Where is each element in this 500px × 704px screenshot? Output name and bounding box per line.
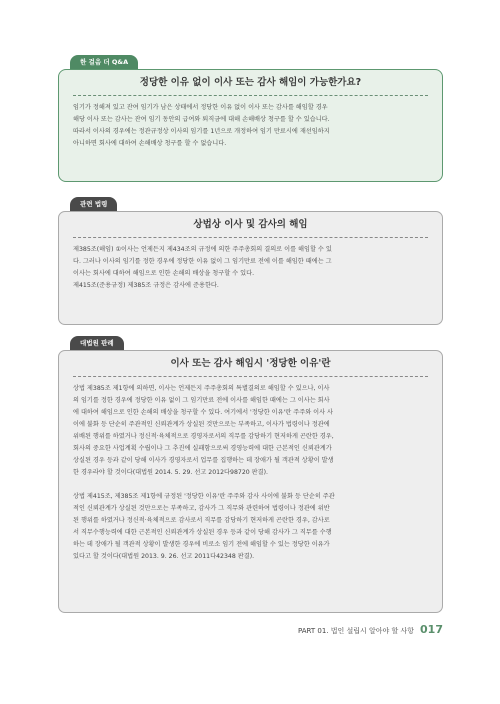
qa-line: 임기가 정해져 있고 잔여 임기가 남은 상태에서 정당한 이유 없이 이사 또는 감사를 해임할 경우 — [73, 104, 328, 111]
case-body — [59, 377, 442, 563]
case-line: 서 직무수행능력에 대한 근본적인 신뢰관계가 상실된 경우 등과 같이 당해 감사가 그 직무를 수행 — [73, 529, 332, 536]
qa-line: 따라서 이사의 경우에는 정관규정상 이사의 임기를 1년으로 개정하여 임기 만료시에 재선임하지 — [73, 128, 330, 135]
law-line: 제415조(준용규정) 제385조 규정은 감사에 준용한다. — [73, 282, 219, 289]
case-line: 상법 제385조 제1항에 의하면, 이사는 언제든지 주주총회의 특별결의로 해임할 수 있으나, 이사 — [73, 385, 330, 392]
case-line: 의 임기를 정한 경우에 정당한 이유 없이 그 임기만료 전에 이사를 해임한 때에는 그 이사는 회사 — [73, 397, 330, 404]
qa-box — [58, 69, 443, 182]
qa-line: 해당 이사 또는 감사는 잔여 임기 동안의 급여와 퇴직금에 대해 손해배상 청구를 할 수 있습니다. — [73, 116, 330, 123]
case-line: 이에 불화 등 단순히 주관적인 신뢰관계가 상실된 것만으로는 부족하고, 이사가 법령이나 정관에 — [73, 421, 330, 428]
footer-text: PART 01. 법인 설립시 알아야 할 사항 — [297, 627, 415, 635]
case-line: 상법 제415조, 제385조 제1항에 규정된 '정당한 이유'란 주주와 감사 사이에 불화 등 단순히 주관 — [73, 493, 335, 500]
case-line: 있다고 할 것이다(대법원 2013. 9. 26. 선고 2011다42348 판결). — [73, 553, 255, 560]
case-line: 된 행위를 하였거나 정신적·육체적으로 감사로서 직무를 감당하기 현저하게 곤란한 경우, 감사로 — [73, 517, 330, 524]
page-number: 017 — [420, 623, 443, 636]
page-footer — [298, 623, 443, 636]
case-line: 위배된 행위를 하였거나 정신적·육체적으로 경영자로서의 직무를 감당하기 현저하게 곤란한 경우, — [73, 433, 334, 440]
case-line: 한 경우라야 할 것이다(대법원 2014. 5. 29. 선고 2012다98720 판결). — [73, 469, 268, 476]
law-line: 제385조(해임) ①이사는 언제든지 제434조의 규정에 의한 주주총회의 결의로 이를 해임할 수 있 — [73, 246, 332, 253]
qa-title: 정당한 이유 없이 이사 또는 감사 해임이 가능한가요? — [73, 70, 428, 96]
law-body — [59, 238, 442, 292]
qa-line: 아니하면 회사에 대하여 손해배상 청구를 할 수 없습니다. — [73, 140, 227, 147]
case-line: 에 대하여 해임으로 인한 손해의 배상을 청구할 수 있다. 여기에서 '정당한 이유'란 주주와 이사 사 — [73, 409, 334, 416]
law-title: 상법상 이사 및 감사의 해임 — [73, 212, 428, 238]
case-line: 회사의 중요한 사업계획 수립이나 그 추진에 실패함으로써 경영능력에 대한 근본적인 신뢰관계가 — [73, 445, 332, 452]
qa-tag: 한 걸음 더 Q&A — [70, 55, 138, 70]
qa-body — [59, 96, 442, 150]
case-line: 상실된 경우 등과 같이 당해 이사가 경영자로서 업무를 집행하는 데 장애가 될 객관적 상황이 발생 — [73, 457, 334, 464]
case-title: 이사 또는 감사 해임시 '정당한 이유'란 — [73, 351, 428, 377]
law-box — [58, 211, 443, 325]
law-line: 이사는 회사에 대하여 해임으로 인한 손해의 배상을 청구할 수 있다. — [73, 270, 255, 277]
case-tag: 대법원 판례 — [70, 336, 124, 351]
law-line: 다. 그러나 이사의 임기를 정한 경우에 정당한 이유 없이 그 임기만료 전에 이를 해임한 때에는 그 — [73, 258, 332, 265]
case-line: 적인 신뢰관계가 상실된 것만으로는 부족하고, 감사가 그 직무와 관련하여 법령이나 정관에 위반 — [73, 505, 330, 512]
paragraph-gap — [73, 479, 428, 491]
case-line: 하는 데 장애가 될 객관적 상황이 발생한 경우에 비로소 임기 전에 해임할 수 있는 정당한 이유가 — [73, 541, 330, 548]
law-tag: 관련 법령 — [70, 197, 117, 212]
case-box — [58, 350, 443, 613]
